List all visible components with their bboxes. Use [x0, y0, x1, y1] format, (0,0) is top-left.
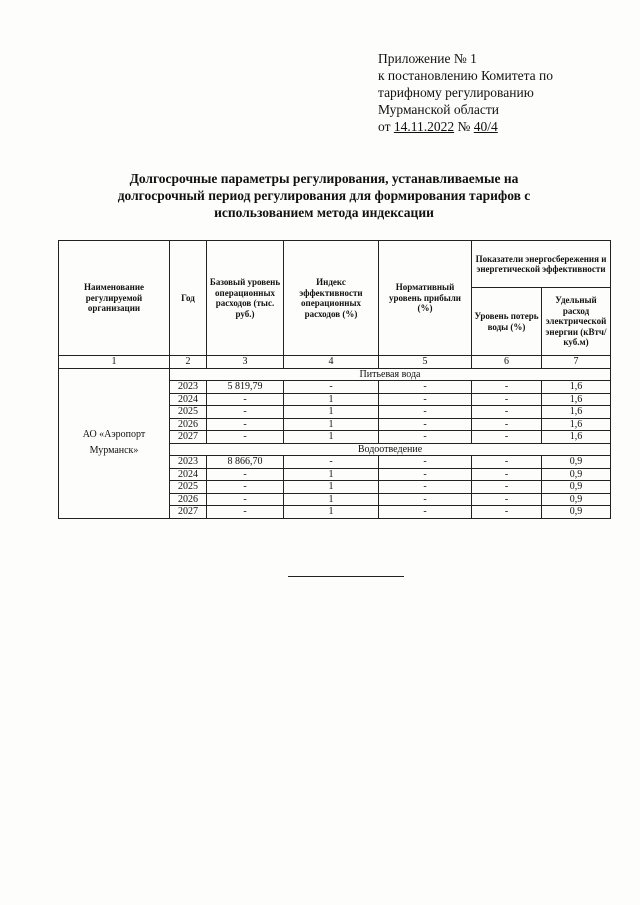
document-title: [60, 170, 588, 221]
cell-base-cost: -: [207, 393, 284, 406]
appendix-line-3: тарифному регулированию: [378, 85, 534, 100]
cell-energy-consumption: 1,6: [542, 431, 611, 444]
cell-energy-consumption: 1,6: [542, 381, 611, 394]
cell-year: 2023: [170, 381, 207, 394]
cell-year: 2026: [170, 418, 207, 431]
cell-efficiency-index: 1: [284, 493, 379, 506]
header-losses: Уровень потерь воды (%): [472, 288, 542, 356]
cell-profit: -: [379, 506, 472, 519]
appendix-block: [378, 50, 553, 135]
cell-year: 2023: [170, 456, 207, 469]
cell-water-losses: -: [472, 468, 542, 481]
appendix-number: 40/4: [473, 119, 498, 134]
title-line-1: Долгосрочные параметры регулирования, устанавливаемые на: [129, 171, 519, 186]
cell-profit: -: [379, 468, 472, 481]
organization-name: АО «Аэропорт Мурманск»: [59, 368, 170, 518]
header-index: Индекс эффективности операционных расходов (%): [284, 241, 379, 356]
cell-efficiency-index: -: [284, 381, 379, 394]
cell-water-losses: -: [472, 393, 542, 406]
cell-water-losses: -: [472, 418, 542, 431]
appendix-no-sign: №: [454, 119, 474, 134]
column-number: 4: [284, 356, 379, 369]
cell-year: 2027: [170, 506, 207, 519]
title-line-3: использованием метода индексации: [214, 205, 434, 220]
cell-profit: -: [379, 381, 472, 394]
cell-profit: -: [379, 481, 472, 494]
header-energy-group: Показатели энергосбережения и энергетической эффективности: [472, 241, 611, 288]
cell-base-cost: -: [207, 506, 284, 519]
cell-water-losses: -: [472, 506, 542, 519]
parameters-table: [58, 240, 611, 519]
column-number: 2: [170, 356, 207, 369]
cell-energy-consumption: 0,9: [542, 493, 611, 506]
cell-base-cost: -: [207, 493, 284, 506]
cell-base-cost: -: [207, 431, 284, 444]
cell-energy-consumption: 1,6: [542, 406, 611, 419]
closing-separator-line: [288, 576, 404, 577]
cell-energy-consumption: 0,9: [542, 456, 611, 469]
cell-year: 2025: [170, 481, 207, 494]
header-year: Год: [170, 241, 207, 356]
cell-water-losses: -: [472, 481, 542, 494]
cell-profit: -: [379, 393, 472, 406]
cell-energy-consumption: 0,9: [542, 506, 611, 519]
appendix-prefix: от: [378, 119, 394, 134]
cell-efficiency-index: 1: [284, 468, 379, 481]
appendix-line-5: [378, 118, 553, 135]
cell-profit: -: [379, 431, 472, 444]
cell-efficiency-index: -: [284, 456, 379, 469]
cell-profit: -: [379, 406, 472, 419]
cell-energy-consumption: 0,9: [542, 468, 611, 481]
section-title: Водоотведение: [170, 443, 611, 456]
cell-year: 2025: [170, 406, 207, 419]
cell-year: 2024: [170, 393, 207, 406]
cell-efficiency-index: 1: [284, 506, 379, 519]
cell-year: 2024: [170, 468, 207, 481]
cell-base-cost: 8 866,70: [207, 456, 284, 469]
cell-water-losses: -: [472, 493, 542, 506]
cell-base-cost: -: [207, 481, 284, 494]
title-line-2: долгосрочный период регулирования для формирования тарифов с: [117, 188, 531, 203]
section-title: Питьевая вода: [170, 368, 611, 381]
cell-year: 2027: [170, 431, 207, 444]
header-profit: Нормативный уровень прибыли (%): [379, 241, 472, 356]
cell-profit: -: [379, 456, 472, 469]
cell-water-losses: -: [472, 381, 542, 394]
header-base: Базовый уровень операционных расходов (тыс. руб.): [207, 241, 284, 356]
appendix-line-2: к постановлению Комитета по: [378, 68, 553, 83]
appendix-line-1: Приложение № 1: [378, 51, 477, 66]
column-number: 7: [542, 356, 611, 369]
header-consumption: Удельный расход электрической энергии (кВтч/куб.м): [542, 288, 611, 356]
cell-energy-consumption: 0,9: [542, 481, 611, 494]
appendix-line-4: Мурманской области: [378, 102, 499, 117]
column-number: 3: [207, 356, 284, 369]
cell-water-losses: -: [472, 406, 542, 419]
cell-efficiency-index: 1: [284, 418, 379, 431]
header-org: Наименование регулируемой организации: [59, 241, 170, 356]
column-number: 6: [472, 356, 542, 369]
cell-efficiency-index: 1: [284, 406, 379, 419]
cell-base-cost: -: [207, 406, 284, 419]
cell-water-losses: -: [472, 431, 542, 444]
cell-base-cost: 5 819,79: [207, 381, 284, 394]
cell-energy-consumption: 1,6: [542, 393, 611, 406]
column-number-row: [59, 356, 611, 369]
section-row: [59, 368, 611, 381]
cell-water-losses: -: [472, 456, 542, 469]
appendix-date: 14.11.2022: [393, 119, 455, 134]
cell-profit: -: [379, 418, 472, 431]
cell-energy-consumption: 1,6: [542, 418, 611, 431]
cell-efficiency-index: 1: [284, 481, 379, 494]
cell-base-cost: -: [207, 418, 284, 431]
cell-year: 2026: [170, 493, 207, 506]
column-number: 1: [59, 356, 170, 369]
cell-efficiency-index: 1: [284, 431, 379, 444]
cell-profit: -: [379, 493, 472, 506]
column-number: 5: [379, 356, 472, 369]
cell-base-cost: -: [207, 468, 284, 481]
cell-efficiency-index: 1: [284, 393, 379, 406]
